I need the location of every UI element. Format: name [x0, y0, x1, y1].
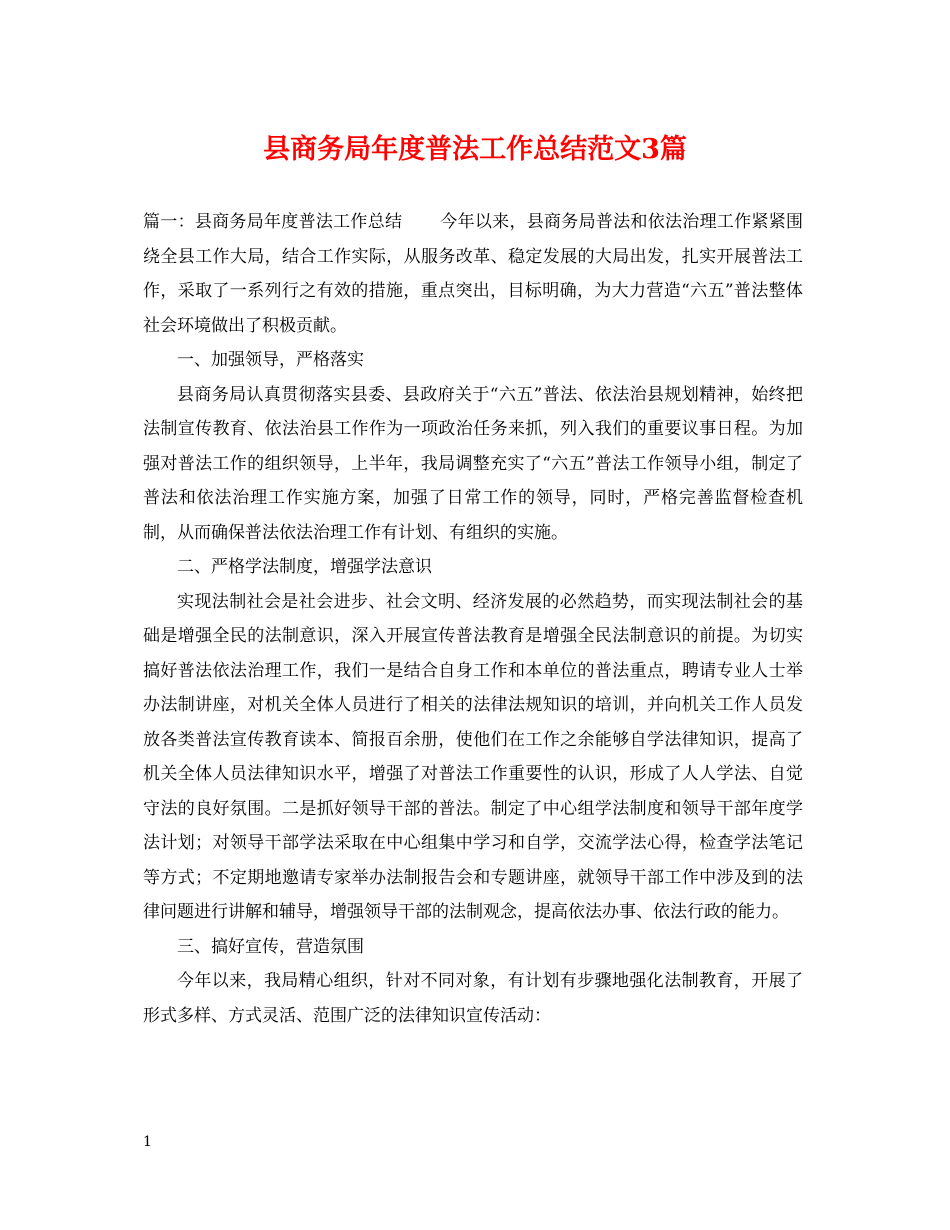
section1-heading: 一、加强领导，严格落实: [177, 350, 364, 370]
section1-paragraph: 县商务局认真贯彻落实县委、县政府关于“六五”普法、依法治县规划精神，始终把法制宣传教育、依法治县工作作为一项政治任务来抓，列入我们的重要议事日程。为加强对普法工作的组织领导，上半年，我局调整充实了“六五”普法工作领导小组，制定了普法和依法治理工作实施方案，加强了日常工作的领导，同时，严格完善监督检查机制，从而确保普法依法治理工作有计划、有组织的实施。: [143, 384, 803, 543]
intro-lead: 篇一：县商务局年度普法工作总结: [143, 212, 403, 232]
section3-paragraph: 今年以来，我局精心组织，针对不同对象，有计划有步骤地强化法制教育，开展了形式多样、方式灵活、范围广泛的法律知识宣传活动：: [143, 971, 803, 1026]
document-title: 县商务局年度普法工作总结范文3篇: [263, 134, 687, 165]
document-body: [143, 205, 803, 1033]
page-number: 1: [143, 1134, 152, 1150]
section3-heading: 三、搞好宣传，营造氛围: [177, 936, 364, 957]
section2-paragraph: 实现法制社会是社会进步、社会文明、经济发展的必然趋势，而实现法制社会的基础是增强全民的法制意识，深入开展宣传普法教育是增强全民法制意识的前提。为切实搞好普法依法治理工作，我们一是结合自身工作和本单位的普法重点，聘请专业人士举办法制讲座，对机关全体人员进行了相关的法律法规知识的培训，并向机关工作人员发放各类普法宣传教育读本、简报百余册，使他们在工作之余能够自学法律知识，提高了机关全体人员法律知识水平，增强了对普法工作重要性的认识，形成了人人学法、自觉守法的良好氛围。二是抓好领导干部的普法。制定了中心组学法制度和领导干部年度学法计划；对领导干部学法采取在中心组集中学习和自学，交流学法心得，检查学法笔记等方式；不定期地邀请专家举办法制报告会和专题讲座，就领导干部工作中涉及到的法律问题进行讲解和辅导，增强领导干部的法制观念，提高依法办事、依法行政的能力。: [143, 591, 803, 922]
intro-paragraph: [143, 205, 803, 343]
section2-heading: 二、严格学法制度，增强学法意识: [177, 557, 432, 577]
intro-text: 今年以来，县商务局普法和依法治理工作紧紧围绕全县工作大局，结合工作实际，从服务改革、稳定发展的大局出发，扎实开展普法工作，采取了一系列行之有效的措施，重点突出，目标明确，为大力营造“六五”普法整体社会环境做出了积极贡献。: [143, 212, 804, 336]
